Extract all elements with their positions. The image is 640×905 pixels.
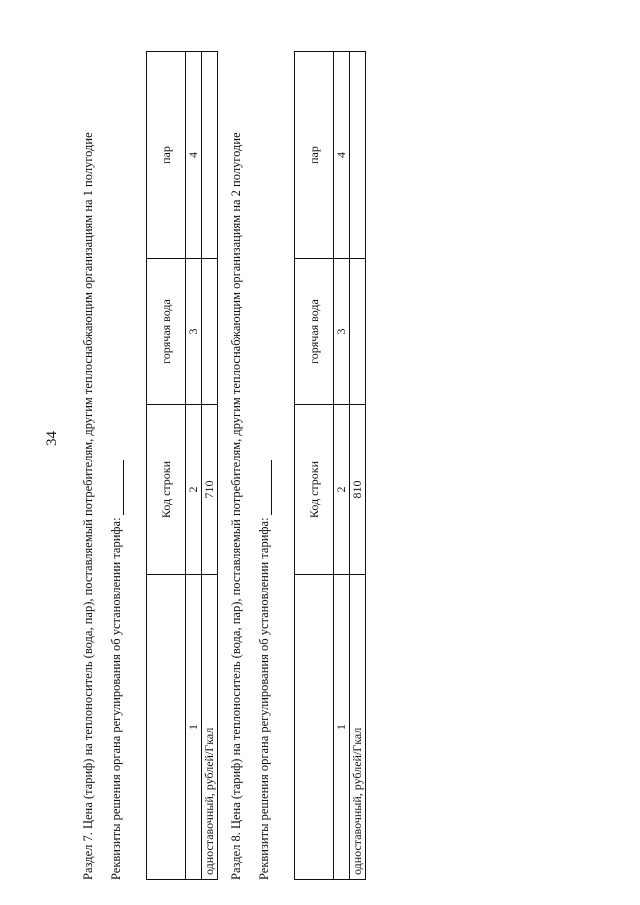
requisites-blank [259,460,272,515]
page-number: 34 [44,431,60,446]
section-7 [80,50,218,880]
section-heading: Раздел 8. Цена (тариф) на теплоноситель (вода, пар), поставляемый потребителям, другим теплоснабжающим организациям на 2 полугодие [229,132,243,880]
tariff-table [294,51,366,880]
table-header-row [147,52,186,880]
number-cell: 4 [334,52,350,259]
header-cell: пар [295,52,334,259]
requisites-label: Реквизиты решения органа регулирования об установлении тарифа: [109,517,123,880]
section-8 [228,50,366,880]
number-cell: 1 [186,575,202,880]
table-header-row [295,52,334,880]
row-code: 810 [350,405,366,575]
hot-water-value [202,259,218,405]
number-cell: 4 [186,52,202,259]
section-heading: Раздел 7. Цена (тариф) на теплоноситель (вода, пар), поставляемый потребителям, другим теплоснабжающим организациям на 1 полугодие [81,132,95,880]
requisites-label: Реквизиты решения органа регулирования об установлении тарифа: [257,517,271,880]
number-cell: 2 [334,405,350,575]
table-row [202,52,218,880]
header-cell [147,575,186,880]
requisites-line [256,50,272,880]
number-cell: 3 [186,259,202,405]
header-cell: пар [147,52,186,259]
header-cell: горячая вода [147,259,186,405]
number-cell: 1 [334,575,350,880]
table-number-row [186,52,202,880]
table-row [350,52,366,880]
steam-value [202,52,218,259]
tariff-table [146,51,218,880]
header-cell: Код строки [147,405,186,575]
rotated-content [80,50,410,880]
header-cell [295,575,334,880]
number-cell: 2 [186,405,202,575]
requisites-blank [111,460,124,515]
row-label: одноставочный, рублей/Гкал [202,575,218,880]
steam-value [350,52,366,259]
row-code: 710 [202,405,218,575]
table-number-row [334,52,350,880]
hot-water-value [350,259,366,405]
row-label: одноставочный, рублей/Гкал [350,575,366,880]
requisites-line [108,50,124,880]
number-cell: 3 [334,259,350,405]
header-cell: горячая вода [295,259,334,405]
header-cell: Код строки [295,405,334,575]
